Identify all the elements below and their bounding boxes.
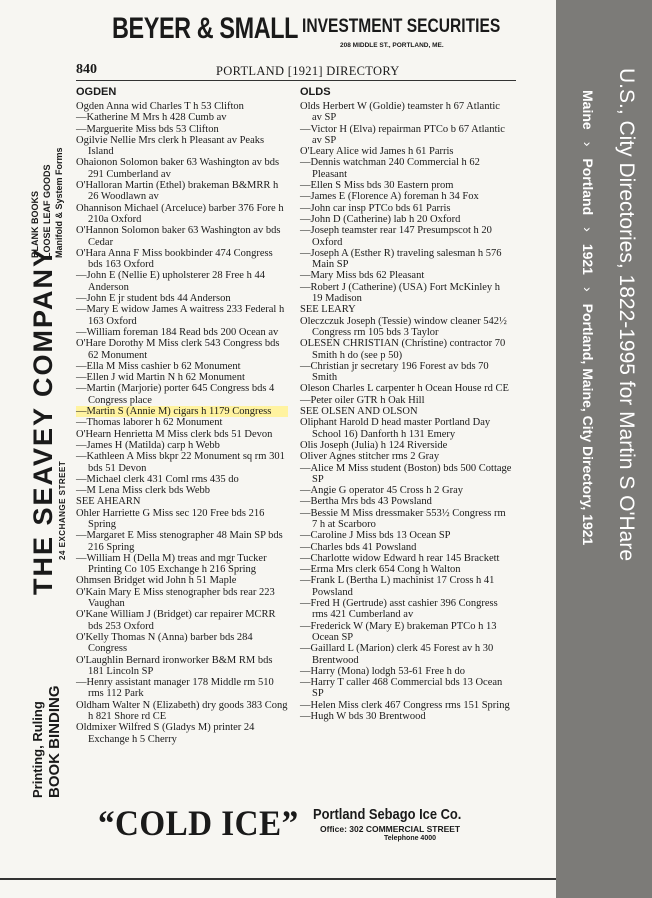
directory-entry: —Henry assistant manager 178 Middle rm 510 rms 112 Park	[76, 677, 274, 700]
directory-entry: —William H (Della M) treas and mgr Tucker Printing Co 105 Exchange h 216 Spring	[76, 552, 267, 576]
ad-seavey-company: THE SEAVEY COMPANY	[28, 246, 58, 595]
directory-entry: —Martin (Marjorie) porter 645 Congress bds 4 Congress place	[76, 383, 275, 406]
directory-entry: —William foreman 184 Read bds 200 Ocean av	[76, 326, 279, 338]
bottom-advertisement	[98, 802, 518, 852]
ad-ice-telephone: Telephone 4000	[384, 835, 437, 842]
directory-entry: —Kathleen A Miss bkpr 22 Monument sq rm 301 bds 51 Devon	[76, 451, 285, 474]
directory-entry: Ohler Harriette G Miss sec 120 Free bds 216 Spring	[76, 507, 265, 530]
directory-entry: —Joseph A (Esther R) traveling salesman h 576 Main SP	[300, 247, 502, 271]
directory-entry: SEE OLSEN AND OLSON	[300, 406, 418, 418]
directory-entry: O'Kane William J (Bridget) car repairer MCRR bds 253 Oxford	[76, 609, 276, 632]
directory-entry: O'Hare Dorothy M Miss clerk 543 Congress bds 62 Monument	[76, 338, 280, 361]
directory-entry: —Mary E widow James A waitress 233 Federal h 163 Oxford	[76, 304, 285, 327]
directory-entry: Oliver Agnes stitcher rms 2 Gray	[300, 451, 440, 463]
directory-entry: —Bertha Mrs bds 43 Powsland	[300, 496, 432, 508]
record-sidebar	[556, 0, 652, 898]
directory-entry: Oleson Charles L carpenter h Ocean House rd CE	[300, 383, 509, 395]
directory-entry: —Christian jr secretary 196 Forest av bds 70 Smith	[300, 360, 489, 384]
directory-entry: —Mary Miss bds 62 Pleasant	[300, 270, 425, 282]
directory-entry: —Victor H (Elva) repairman PTCo b 67 Atlantic av SP	[300, 123, 505, 146]
breadcrumb-item[interactable]: Portland, Maine, City Directory, 1921	[580, 303, 596, 546]
ad-printing-ruling: Printing, Ruling	[30, 701, 45, 798]
directory-entry: —Fred H (Gertrude) asst cashier 396 Congress rms 421 Cumberland av	[300, 598, 498, 621]
directory-entry: —Erma Mrs clerk 654 Cong h Walton	[300, 564, 461, 576]
directory-entry: SEE AHEARN	[76, 496, 141, 508]
left-column	[76, 101, 288, 745]
directory-entry: O'Kelly Thomas N (Anna) barber bds 284 Congress	[76, 631, 253, 655]
bottom-rule	[0, 878, 556, 880]
directory-entry: Oldham Walter N (Elizabeth) dry goods 383 Cong h 821 Shore rd CE	[76, 699, 288, 723]
left-margin-advertisement	[0, 0, 67, 898]
ad-loose-leaf: LOOSE LEAF GOODS	[42, 164, 52, 258]
directory-entry: —Robert J (Catherine) (USA) Fort McKinley h 19 Madison	[300, 281, 501, 305]
directory-entry: —Dennis watchman 240 Commercial h 62 Pleasant	[300, 157, 480, 180]
directory-entry: Oleczczuk Joseph (Tessie) window cleaner 542½ Congress rm 105 bds 3 Taylor	[300, 315, 507, 338]
breadcrumb-separator: ›	[580, 227, 596, 232]
directory-entry: —Harry T caller 468 Commercial bds 13 Ocean SP	[300, 677, 503, 700]
ad-address: 208 MIDDLE ST., PORTLAND, ME.	[340, 42, 444, 49]
directory-entry: —Margaret E Miss stenographer 48 Main SP bds 216 Spring	[76, 530, 283, 553]
directory-entry: Ohaionon Solomon baker 63 Washington av bds 291 Cumberland av	[76, 157, 280, 180]
directory-entry: —Frank L (Bertha L) machinist 17 Cross h 41 Powsland	[300, 575, 495, 598]
directory-entry: —Bessie M Miss dressmaker 553½ Congress rm 7 h at Scarboro	[300, 507, 506, 530]
directory-entry: O'Hannon Solomon baker 63 Washington av bds Cedar	[76, 225, 281, 248]
directory-entry: O'Halloran Martin (Ethel) brakeman B&MRR h 26 Woodlawn av	[76, 180, 279, 203]
page-number: 840	[76, 62, 97, 77]
directory-entry: Ohmsen Bridget wid John h 51 Maple	[76, 575, 237, 587]
highlighted-entry: —Martin S (Annie M) cigars h 1179 Congress	[76, 406, 288, 417]
breadcrumb-separator: ›	[580, 141, 596, 147]
left-column-heading: OGDEN	[76, 86, 117, 98]
ad-ice-office: Office: 302 COMMERCIAL STREET	[320, 824, 461, 834]
directory-entry: —Peter oiler GTR h Oak Hill	[300, 394, 425, 406]
directory-entry: SEE LEARY	[300, 304, 356, 316]
ad-blank-books: BLANK BOOKS	[30, 191, 40, 258]
directory-entry: —Helen Miss clerk 467 Congress rms 151 Spring	[300, 699, 510, 711]
directory-entry: OLESEN CHRISTIAN (Christine) contractor 70 Smith h do (see p 50)	[300, 338, 506, 361]
directory-entry: —Ella M Miss cashier b 62 Monument	[76, 360, 241, 372]
directory-entry: —Alice M Miss student (Boston) bds 500 Cottage SP	[300, 462, 512, 485]
page-header	[76, 62, 516, 81]
directory-entry: O'Leary Alice wid James h 61 Parris	[300, 146, 454, 158]
directory-entry: —John D (Catherine) lab h 20 Oxford	[300, 213, 461, 225]
directory-entry: O'Laughlin Bernard ironworker B&M RM bds 181 Lincoln SP	[76, 654, 273, 677]
directory-entry: Oliphant Harold D head master Portland Day School 16) Danforth h 131 Emery	[300, 417, 491, 440]
directory-entry: —Ellen J wid Martin N h 62 Monument	[76, 372, 245, 384]
directory-entry: —Harry (Mona) lodgh 53-61 Free h do	[300, 665, 466, 677]
directory-entry: O'Kain Mary E Miss stenographer bds rear 223 Vaughan	[76, 586, 275, 610]
ad-book-binding: BOOK BINDING	[46, 685, 63, 798]
directory-entry: Ohannison Michael (Arceluce) barber 376 Fore h 210a Oxford	[76, 202, 284, 225]
ad-ice-company: Portland Sebago Ice Co.	[313, 806, 462, 823]
directory-entry: —Ellen S Miss bds 30 Eastern prom	[300, 180, 454, 192]
directory-entry: —Thomas laborer h 62 Monument	[76, 417, 223, 429]
directory-entry: —M Lena Miss clerk bds Webb	[76, 485, 210, 497]
right-column	[300, 101, 512, 722]
directory-entry: —Hugh W bds 30 Brentwood	[300, 711, 426, 723]
ad-manifold: Manifold & System Forms	[54, 147, 64, 258]
breadcrumb	[574, 0, 602, 898]
ad-tagline: INVESTMENT SECURITIES	[302, 16, 501, 37]
directory-entry: —Charlotte widow Edward h rear 145 Brackett	[300, 552, 500, 564]
directory-entry: —James E (Florence A) foreman h 34 Fox	[300, 191, 479, 203]
right-column-heading: OLDS	[300, 86, 331, 98]
directory-entry: —John car insp PTCo bds 61 Parris	[300, 202, 451, 214]
directory-entry: Olds Herbert W (Goldie) teamster h 67 Atlantic av SP	[300, 101, 500, 124]
directory-entry: —Caroline J Miss bds 13 Ocean SP	[300, 530, 451, 542]
directory-entry: Olis Joseph (Julia) h 124 Riverside	[300, 439, 448, 451]
directory-entry: —Katherine M Mrs h 428 Cumb av	[76, 112, 227, 124]
directory-entry: O'Hara Anna F Miss bookbinder 474 Congress bds 163 Oxford	[76, 247, 273, 271]
directory-entry: Ogden Anna wid Charles T h 53 Clifton	[76, 101, 244, 112]
record-title: U.S., City Directories, 1822-1995 for Martin S O'Hare	[615, 68, 638, 562]
directory-entry: —Michael clerk 431 Coml rms 435 do	[76, 473, 239, 485]
ad-cold-ice: “COLD ICE”	[98, 803, 299, 843]
breadcrumb-item[interactable]: Portland	[580, 158, 596, 216]
top-advertisement	[112, 8, 502, 58]
directory-entry: Ogilvie Nellie Mrs clerk h Pleasant av Peaks Island	[76, 134, 265, 158]
directory-entry: —John E jr student bds 44 Anderson	[76, 293, 231, 305]
directory-entry: —Angie G operator 45 Cross h 2 Gray	[300, 485, 464, 497]
directory-entry: —Gaillard L (Marion) clerk 45 Forest av h 30 Brentwood	[300, 643, 494, 666]
breadcrumb-separator: ›	[580, 286, 596, 292]
directory-entry: —Charles bds 41 Powsland	[300, 541, 417, 553]
ad-seavey-address: 24 EXCHANGE STREET	[58, 460, 67, 560]
directory-entry: —Frederick W (Mary E) brakeman PTCo h 13 Ocean SP	[300, 620, 497, 643]
directory-entry: —Joseph teamster rear 147 Presumpscot h 20 Oxford	[300, 225, 492, 248]
page-title: PORTLAND [1921] DIRECTORY	[216, 64, 400, 78]
directory-entry: —Marguerite Miss bds 53 Clifton	[76, 123, 219, 135]
ad-firm-name: BEYER & SMALL	[112, 12, 299, 45]
directory-entry: —James H (Matilda) carp h Webb	[76, 439, 220, 451]
directory-entry: Oldmixer Wilfred S (Gladys M) printer 24 Exchange h 5 Cherry	[76, 722, 255, 745]
breadcrumb-item[interactable]: Maine	[580, 90, 596, 130]
directory-entry: —John E (Nellie E) upholsterer 28 Free h 44 Anderson	[76, 270, 265, 293]
directory-entry: O'Hearn Henrietta M Miss clerk bds 51 Devon	[76, 428, 273, 440]
breadcrumb-item[interactable]: 1921	[580, 243, 596, 275]
